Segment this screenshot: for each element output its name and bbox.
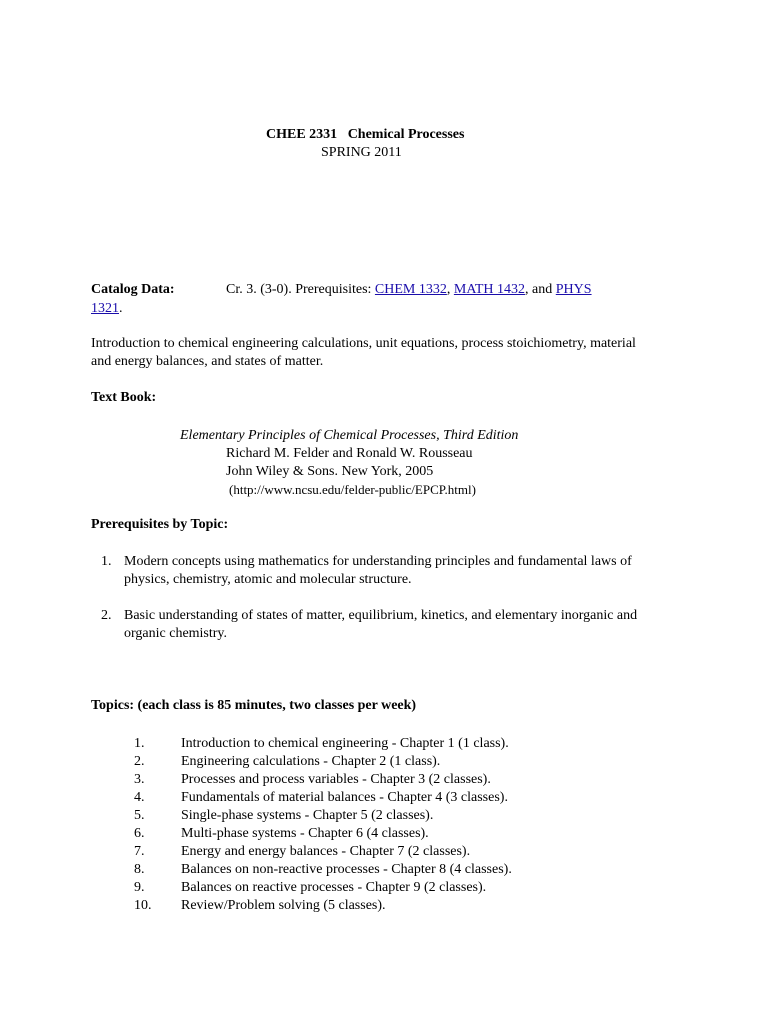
textbook-label: Text Book: (91, 390, 157, 405)
topic-row (0, 879, 768, 897)
topic-row (0, 897, 768, 915)
topic-number: 2. (134, 754, 145, 769)
topic-text: Balances on reactive processes - Chapter 9 (2 classes). (181, 880, 487, 895)
topic-text: Engineering calculations - Chapter 2 (1 class). (181, 754, 441, 769)
item-text: Modern concepts using mathematics for understanding principles and fundamental laws of physics, chemistry, atomic and molecular structure. (124, 554, 632, 587)
topic-row (0, 753, 768, 771)
textbook-authors: Richard M. Felder and Ronald W. Rousseau (226, 446, 473, 461)
course-description: Introduction to chemical engineering calculations, unit equations, process stoichiometry, material and energy balances, and states of matter. (91, 336, 636, 369)
catalog-credit-line-wrap (91, 300, 123, 318)
catalog-data-label: Catalog Data: (91, 282, 175, 297)
topic-row (0, 735, 768, 753)
topic-number: 1. (134, 736, 145, 751)
topic-text: Processes and process variables - Chapter 3 (2 classes). (181, 772, 491, 787)
topic-number: 7. (134, 844, 145, 859)
textbook-title: Elementary Principles of Chemical Processes, Third Edition (180, 428, 519, 443)
separator-comma: , (446, 282, 454, 297)
chem-1332-link[interactable]: CHEM 1332 (374, 282, 447, 297)
item-number: 1. (101, 554, 112, 569)
topic-text: Balances on non-reactive processes - Chapter 8 (4 classes). (181, 862, 512, 877)
textbook-publisher: John Wiley & Sons. New York, 2005 (226, 464, 434, 479)
phys-1321-link-continued[interactable]: 1321 (91, 301, 119, 316)
topic-number: 5. (134, 808, 145, 823)
item-number: 2. (101, 608, 112, 623)
topic-text: Energy and energy balances - Chapter 7 (2 classes). (181, 844, 471, 859)
topic-text: Single-phase systems - Chapter 5 (2 classes). (181, 808, 434, 823)
topic-number: 8. (134, 862, 145, 877)
topic-number: 9. (134, 880, 145, 895)
topic-number: 3. (134, 772, 145, 787)
topic-row (0, 825, 768, 843)
topic-row (0, 843, 768, 861)
topic-text: Review/Problem solving (5 classes). (181, 898, 386, 913)
math-1432-link[interactable]: MATH 1432 (453, 282, 526, 297)
topic-row (0, 861, 768, 879)
topic-number: 10. (134, 898, 152, 913)
course-code: CHEE 2331 (266, 127, 338, 142)
term-label: SPRING 2011 (321, 145, 402, 160)
course-heading (266, 126, 464, 144)
textbook-url: (http://www.ncsu.edu/felder-public/EPCP.html) (229, 482, 476, 497)
topic-row (0, 807, 768, 825)
topic-row (0, 789, 768, 807)
topics-label: Topics: (each class is 85 minutes, two classes per week) (91, 698, 417, 713)
topic-text: Introduction to chemical engineering - Chapter 1 (1 class). (181, 736, 509, 751)
prereq-topics-label: Prerequisites by Topic: (91, 517, 229, 532)
item-text: Basic understanding of states of matter, equilibrium, kinetics, and elementary inorganic and organic chemistry. (124, 608, 638, 641)
topic-text: Fundamentals of material balances - Chapter 4 (3 classes). (181, 790, 508, 805)
topic-text: Multi-phase systems - Chapter 6 (4 classes). (181, 826, 429, 841)
topic-number: 6. (134, 826, 145, 841)
course-title: Chemical Processes (347, 127, 465, 142)
separator-and: , and (525, 282, 556, 297)
topic-row (0, 771, 768, 789)
credit-text: Cr. 3. (3-0). Prerequisites: (226, 282, 375, 297)
end-period: . (119, 301, 123, 316)
topic-number: 4. (134, 790, 145, 805)
phys-1321-link[interactable]: PHYS (555, 282, 592, 297)
catalog-credit-line (226, 281, 592, 299)
